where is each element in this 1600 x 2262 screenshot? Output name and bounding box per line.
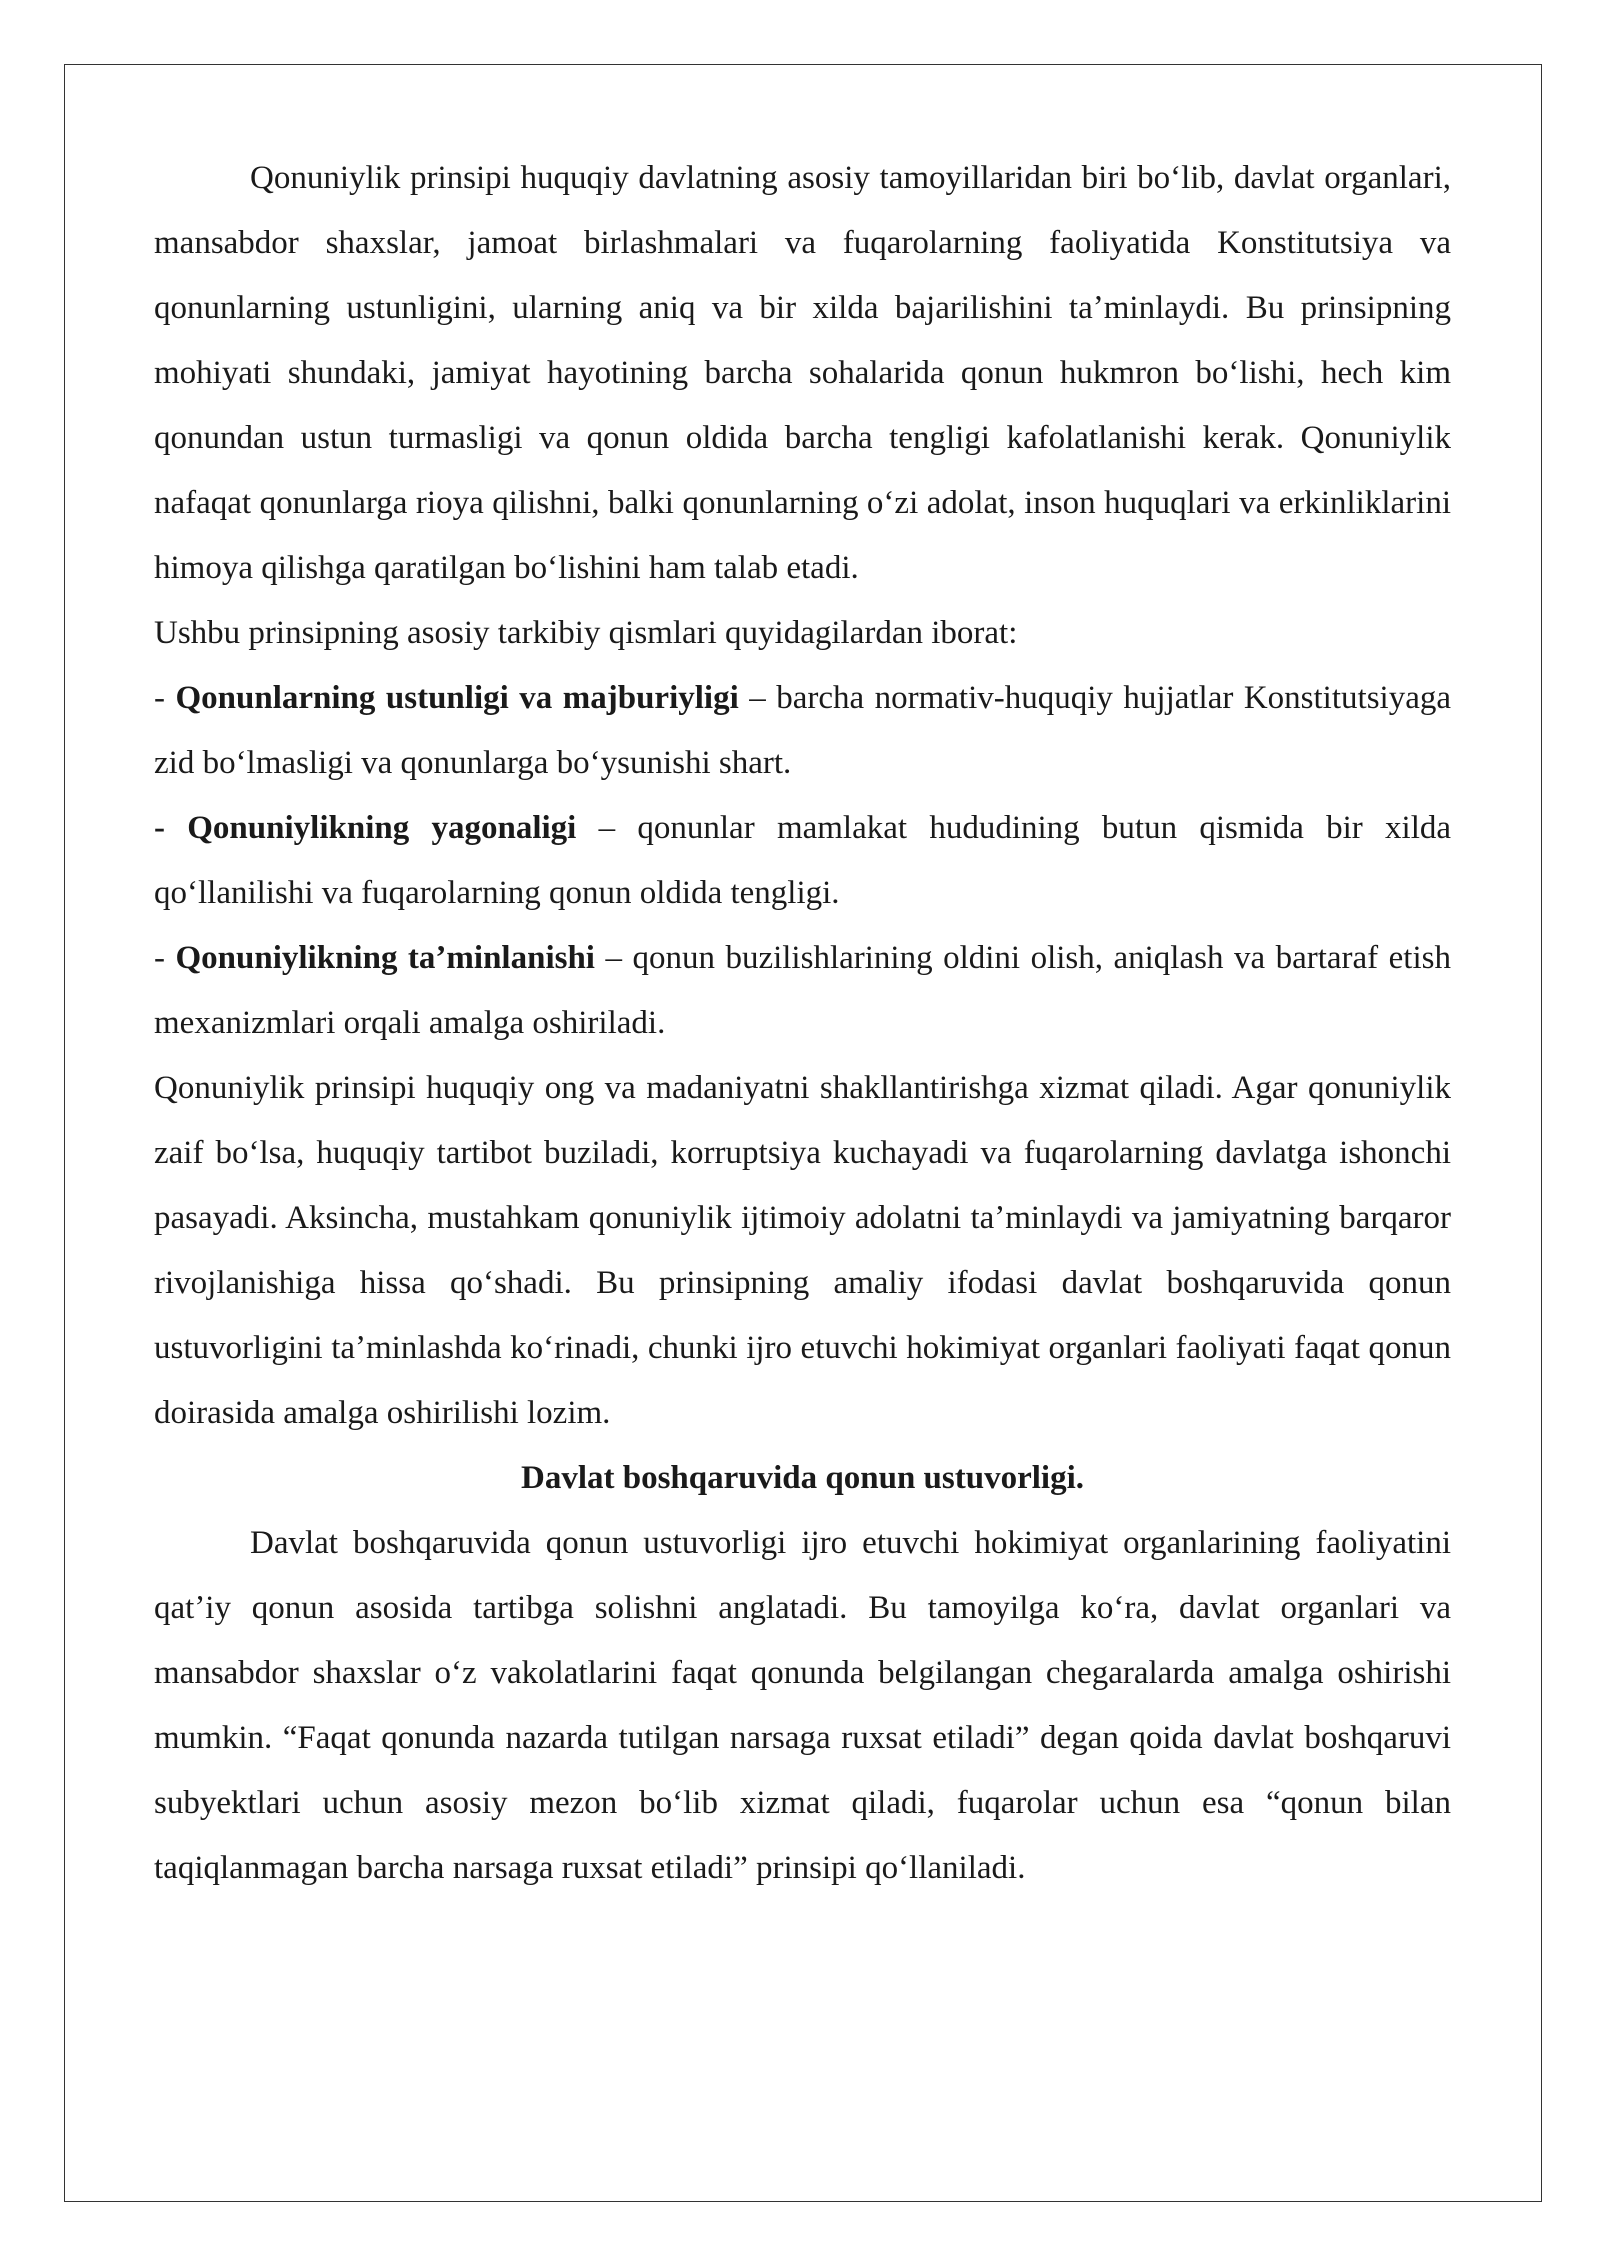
- components-intro: Ushbu prinsipning asosiy tarkibiy qismlari quyidagilardan iborat:: [154, 615, 1018, 651]
- paragraph-rule-of-law: Davlat boshqaruvida qonun ustuvorligi ijro etuvchi hokimiyat organlarining faoliyatini qatʼiy qonun asosida tartibga solishni anglatadi. Bu tamoyilga koʻra, davlat organlari va mansabdor shaxslar oʻz vakolatlarini faqat qonunda belgilangan chegaralarda amalga oshirishi mumkin. “Faqat qonunda nazarda tutilgan narsaga ruxsat etiladi” degan qoida davlat boshqaruvi subyektlari uchun asosiy mezon boʻlib xizmat qiladi, fuqarolar uchun esa “qonun bilan taqiqlanmagan barcha narsaga ruxsat etiladi” prinsipi qoʻllaniladi.: [154, 1525, 1451, 1886]
- list-item-prefix: -: [154, 810, 188, 846]
- document-body: [154, 146, 1451, 1901]
- list-item-term: Qonuniylikning taʼminlanishi: [175, 940, 595, 976]
- list-item-term: - Qonuniylikning yagonaligi: [154, 810, 577, 846]
- paragraph-legal-culture: Qonuniylik prinsipi huquqiy ong va madaniyatni shakllantirishga xizmat qiladi. Agar qonuniylik zaif boʻlsa, huquqiy tartibot buziladi, korruptsiya kuchayadi va fuqarolarning davlatga ishonchi pasayadi. Aksincha, mustahkam qonuniylik ijtimoiy adolatni taʼminlaydi va jamiyatning barqaror rivojlanishiga hissa qoʻshadi. Bu prinsipning amaliy ifodasi davlat boshqaruvida qonun ustuvorligini taʼminlashda koʻrinadi, chunki ijro etuvchi hokimiyat organlari faoliyati faqat qonun doirasida amalga oshirilishi lozim.: [154, 1070, 1451, 1431]
- list-item-prefix: -: [154, 680, 176, 716]
- list-item-prefix: -: [154, 940, 176, 976]
- section-heading: Davlat boshqaruvida qonun ustuvorligi.: [520, 1460, 1084, 1496]
- list-item-term: Qonunlarning ustunligi va majburiyligi: [175, 680, 739, 716]
- list-item-text: – barcha normativ-huquqiy hujjatlar Konstitutsiyaga zid boʻlmasligi va qonunlarga boʻysunishi shart.: [154, 680, 1451, 781]
- list-item-text: – qonunlar mamlakat hududining butun qismida bir xilda qoʻllanilishi va fuqarolarning qonun oldida tengligi.: [154, 810, 1452, 911]
- paragraph-legality-principle: Qonuniylik prinsipi huquqiy davlatning asosiy tamoyillaridan biri boʻlib, davlat organlari, mansabdor shaxslar, jamoat birlashmalari va fuqarolarning faoliyatida Konstitutsiya va qonunlarning ustunligini, ularning aniq va bir xilda bajarilishini taʼminlaydi. Bu prinsipning mohiyati shundaki, jamiyat hayotining barcha sohalarida qonun hukmron boʻlishi, hech kim qonundan ustun turmasligi va qonun oldida barcha tengligi kafolatlanishi kerak. Qonuniylik nafaqat qonunlarga rioya qilishni, balki qonunlarning oʻzi adolat, inson huquqlari va erkinliklarini himoya qilishga qaratilgan boʻlishini ham talab etadi.: [154, 160, 1451, 586]
- list-item-text: – qonun buzilishlarining oldini olish, aniqlash va bartaraf etish mexanizmlari orqali amalga oshiriladi.: [154, 940, 1451, 1041]
- list-item-supremacy: [154, 666, 1451, 796]
- list-item-uniformity: [154, 796, 1451, 926]
- list-item-ensuring: [154, 926, 1451, 1056]
